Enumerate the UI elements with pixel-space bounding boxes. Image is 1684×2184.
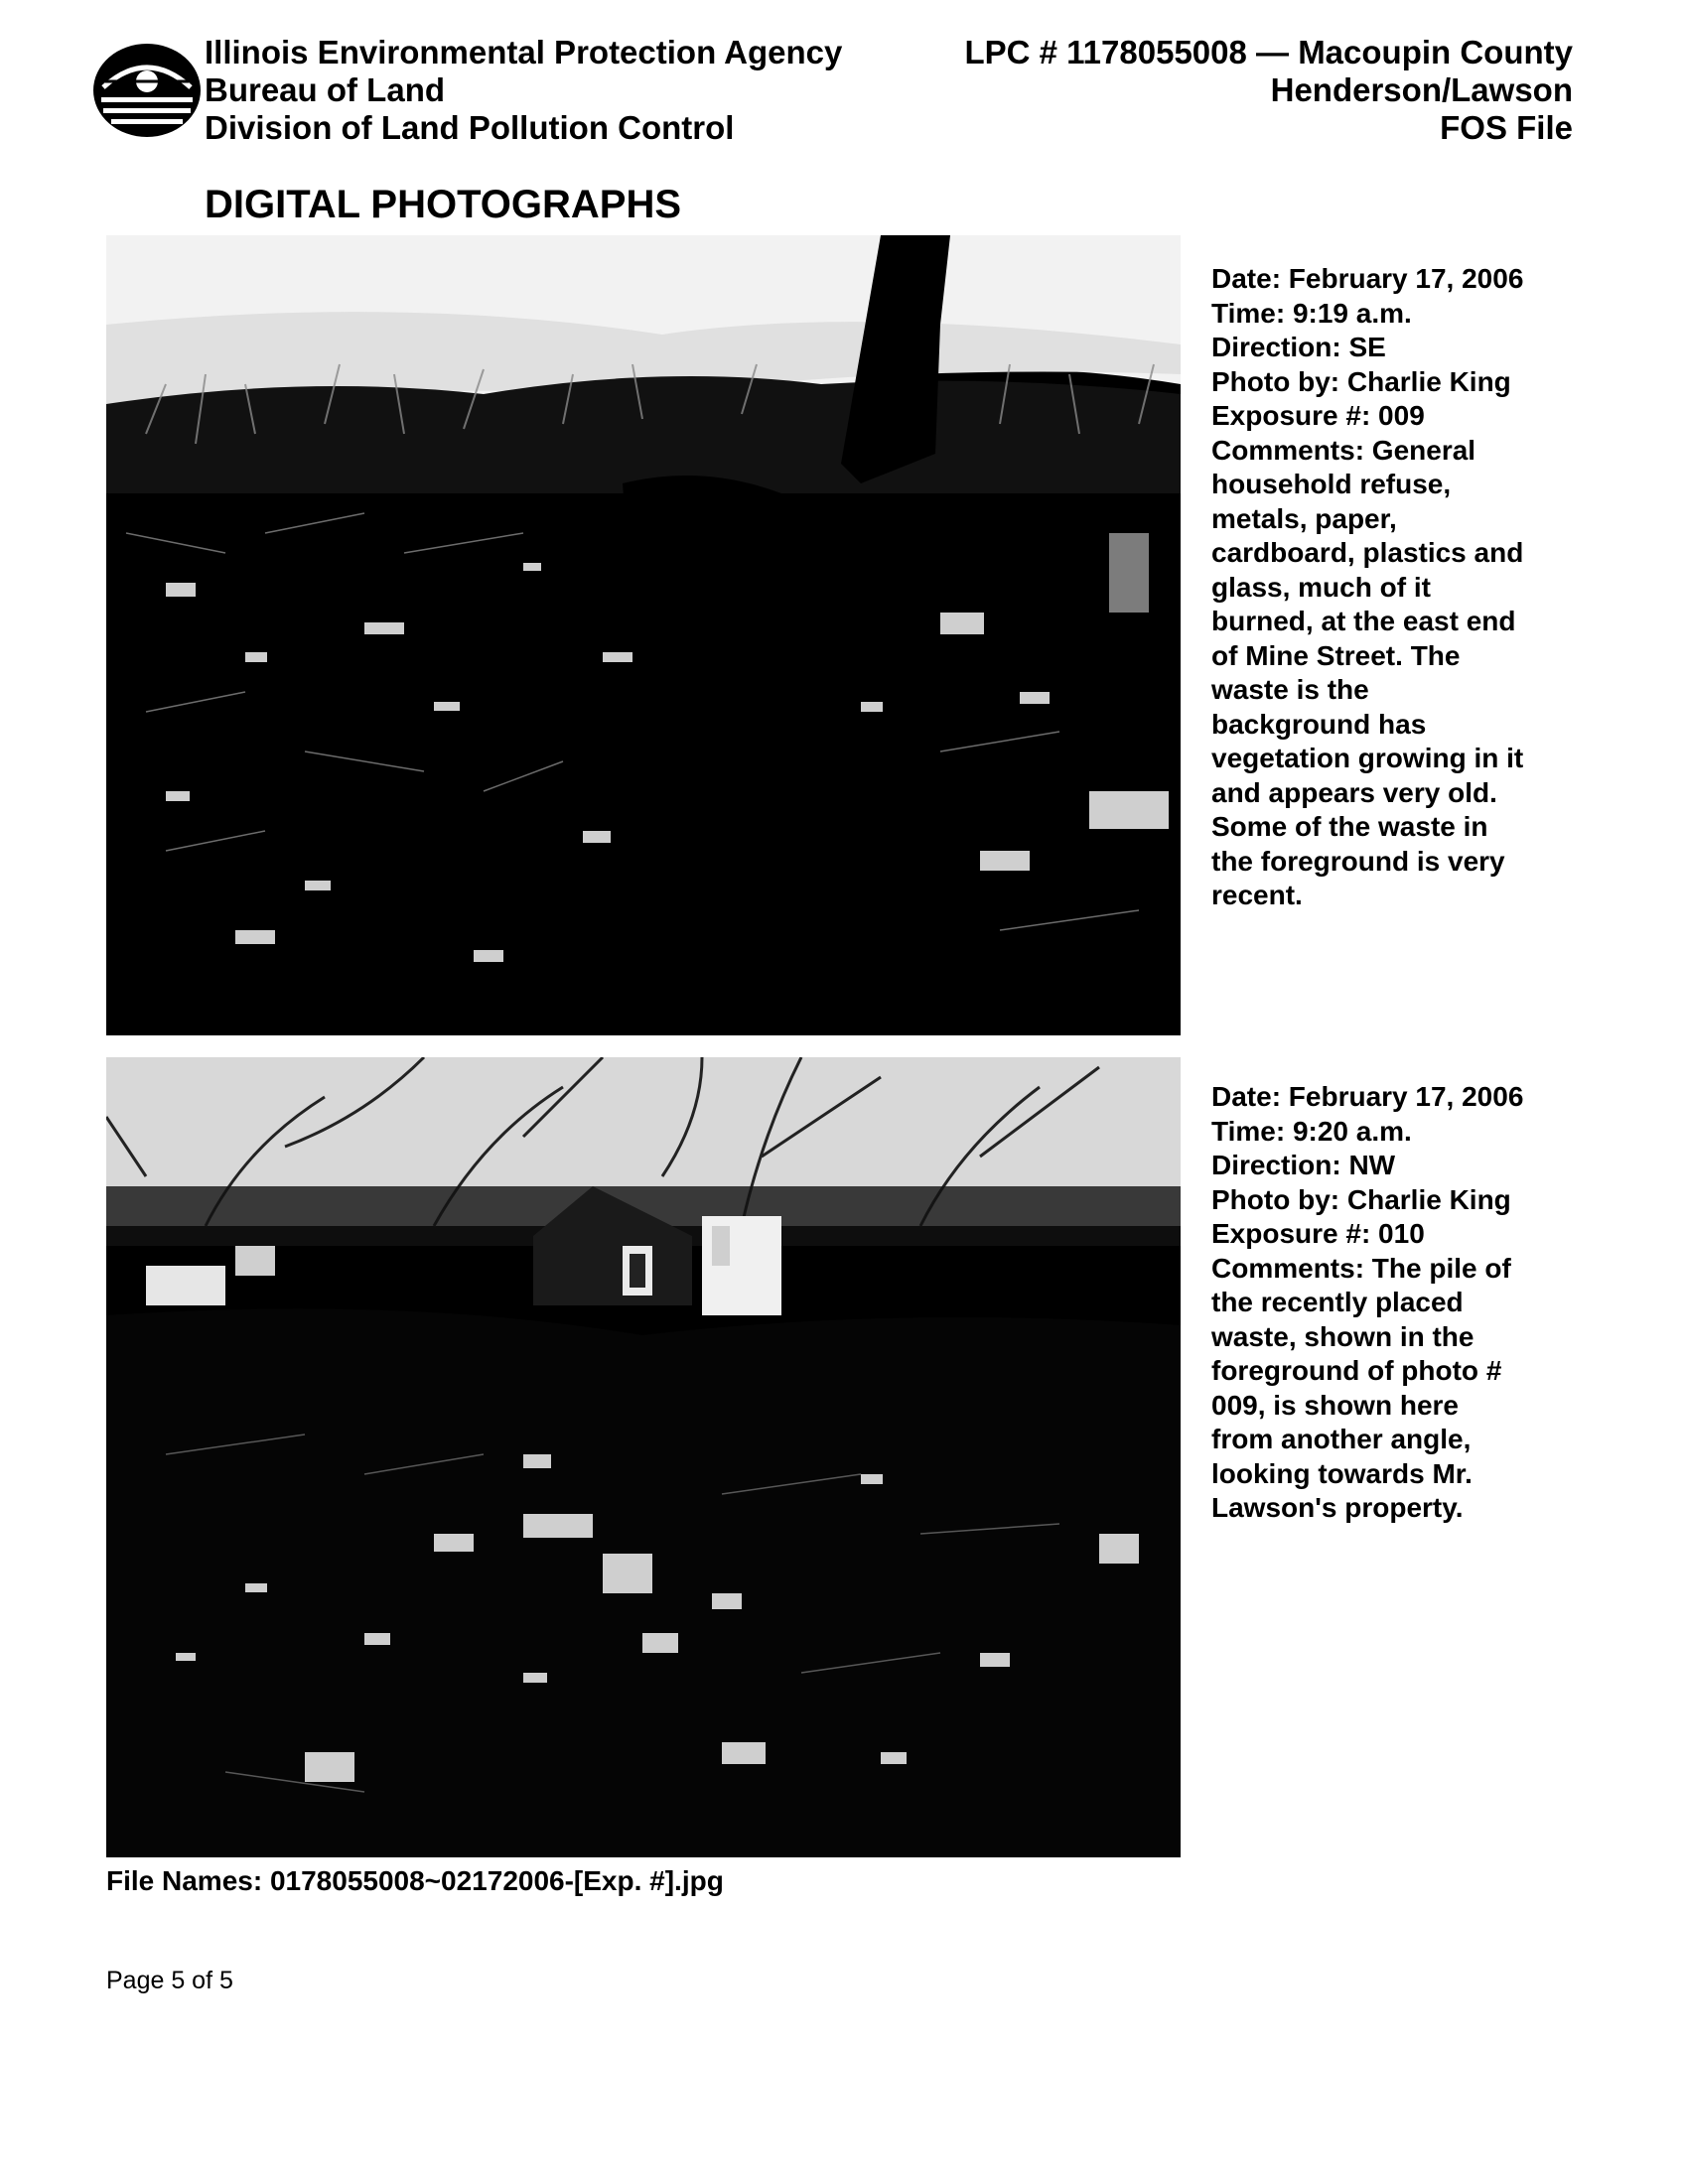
comment-line: Comments: The pile of [1211, 1252, 1511, 1284]
comment-line: Some of the waste in [1211, 811, 1488, 842]
agency-name-block [205, 34, 842, 147]
photo-date: Date: February 17, 2006 [1211, 1081, 1524, 1112]
comment-line: 009, is shown here [1211, 1389, 1459, 1421]
file-names-note: File Names: 0178055008~02172006-[Exp. #].jpg [106, 1865, 724, 1896]
comment-line: recent. [1211, 880, 1303, 910]
photo-exposure: Exposure #: 009 [1211, 400, 1425, 431]
photo-time: Time: 9:19 a.m. [1211, 297, 1412, 329]
photo-exposure: Exposure #: 010 [1211, 1218, 1425, 1249]
comment-line: of Mine Street. The [1211, 639, 1461, 671]
comment-line: the foreground is very [1211, 845, 1505, 877]
lpc-number: LPC # 1178055008 — Macoupin County [964, 34, 1573, 70]
photo-direction: Direction: NW [1211, 1150, 1396, 1180]
site-info-block [964, 34, 1573, 147]
photo-caption-009 [1211, 262, 1579, 913]
comment-line: cardboard, plastics and [1211, 537, 1524, 568]
site-photo-010 [106, 1057, 1181, 1857]
comment-line: vegetation growing in it [1211, 743, 1524, 773]
site-name: Henderson/Lawson [1270, 71, 1573, 108]
comment-line: from another angle, [1211, 1424, 1472, 1454]
file-type: FOS File [1440, 109, 1573, 146]
comment-line: and appears very old. [1211, 776, 1497, 808]
page-title: DIGITAL PHOTOGRAPHS [205, 183, 682, 226]
comment-line: Lawson's property. [1211, 1492, 1464, 1523]
agency-name: Illinois Environmental Protection Agency [205, 34, 843, 70]
comment-line: Comments: General [1211, 434, 1476, 466]
comment-line: foreground of photo # [1211, 1355, 1502, 1386]
site-photo-009 [106, 235, 1181, 1035]
photo-time: Time: 9:20 a.m. [1211, 1115, 1412, 1147]
photo-author: Photo by: Charlie King [1211, 365, 1511, 397]
photo-author: Photo by: Charlie King [1211, 1183, 1511, 1215]
division-name: Division of Land Pollution Control [205, 109, 735, 146]
photo-date: Date: February 17, 2006 [1211, 263, 1524, 294]
comment-line: looking towards Mr. [1211, 1457, 1473, 1489]
photo-direction: Direction: SE [1211, 332, 1386, 362]
comment-line: waste, shown in the [1211, 1320, 1474, 1352]
comment-line: glass, much of it [1211, 571, 1431, 603]
comment-line: background has [1211, 708, 1427, 740]
bureau-name: Bureau of Land [205, 71, 446, 108]
comment-line: burned, at the east end [1211, 606, 1516, 636]
comment-line: the recently placed [1211, 1287, 1464, 1317]
comment-line: household refuse, [1211, 469, 1452, 499]
comment-line: waste is the [1211, 674, 1369, 705]
comment-line: metals, paper, [1211, 502, 1397, 534]
photo-caption-010 [1211, 1080, 1579, 1526]
illinois-epa-logo-icon [91, 42, 203, 139]
page-number: Page 5 of 5 [106, 1967, 233, 1994]
